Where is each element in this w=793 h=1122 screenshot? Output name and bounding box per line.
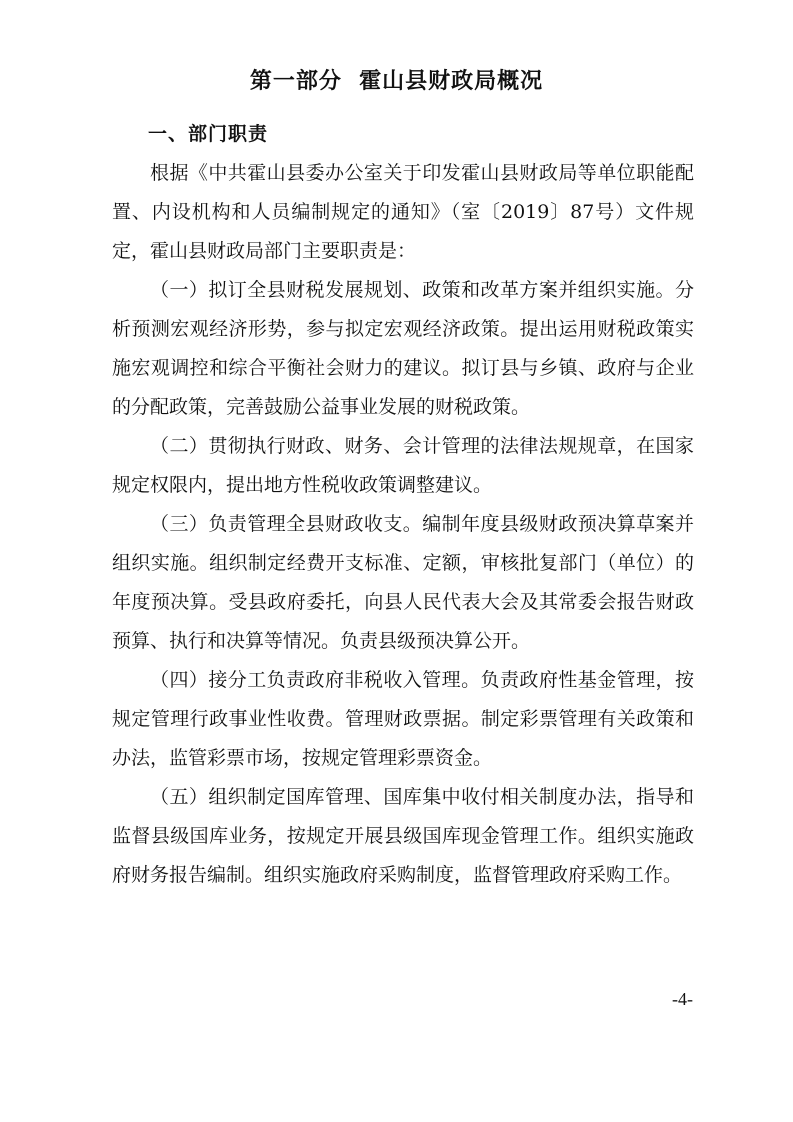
page-number: -4- <box>672 989 693 1009</box>
paragraph-duty-3: （三）负责管理全县财政收支。编制年度县级财政预决算草案并组织实施。组织制定经费开支标准、定额，审核批复部门（单位）的年度预决算。受县政府委托，向县人民代表大会及其常委会报告财政预算、执行和决算等情况。负责县级预决算公开。 <box>112 513 694 652</box>
section-heading: 一、部门职责 <box>148 123 269 145</box>
paragraph-duty-2: （二）贯彻执行财政、财务、会计管理的法律法规规章，在国家规定权限内，提出地方性税收政策调整建议。 <box>112 435 694 496</box>
paragraph-intro: 根据《中共霍山县委办公室关于印发霍山县财政局等单位职能配置、内设机构和人员编制规定的通知》（室〔2019〕87号）文件规定，霍山县财政局部门主要职责是： <box>112 162 694 262</box>
paragraph-duty-4: （四）接分工负责政府非税收入管理。负责政府性基金管理，按规定管理行政事业性收费。管理财政票据。制定彩票管理有关政策和办法，监管彩票市场，按规定管理彩票资金。 <box>112 669 694 769</box>
paragraph-duty-5: （五）组织制定国库管理、国库集中收付相关制度办法，指导和监督县级国库业务，按规定开展县级国库现金管理工作。组织实施政府财务报告编制。组织实施政府采购制度，监督管理政府采购工作。 <box>112 786 694 886</box>
paragraph-duty-1: （一）拟订全县财税发展规划、政策和改革方案并组织实施。分析预测宏观经济形势，参与拟定宏观经济政策。提出运用财税政策实施宏观调控和综合平衡社会财力的建议。拟订县与乡镇、政府与企业的分配政策，完善鼓励公益事业发展的财税政策。 <box>112 279 694 418</box>
body-text <box>112 154 694 895</box>
page-title: 第一部分 霍山县财政局概况 <box>249 69 544 94</box>
